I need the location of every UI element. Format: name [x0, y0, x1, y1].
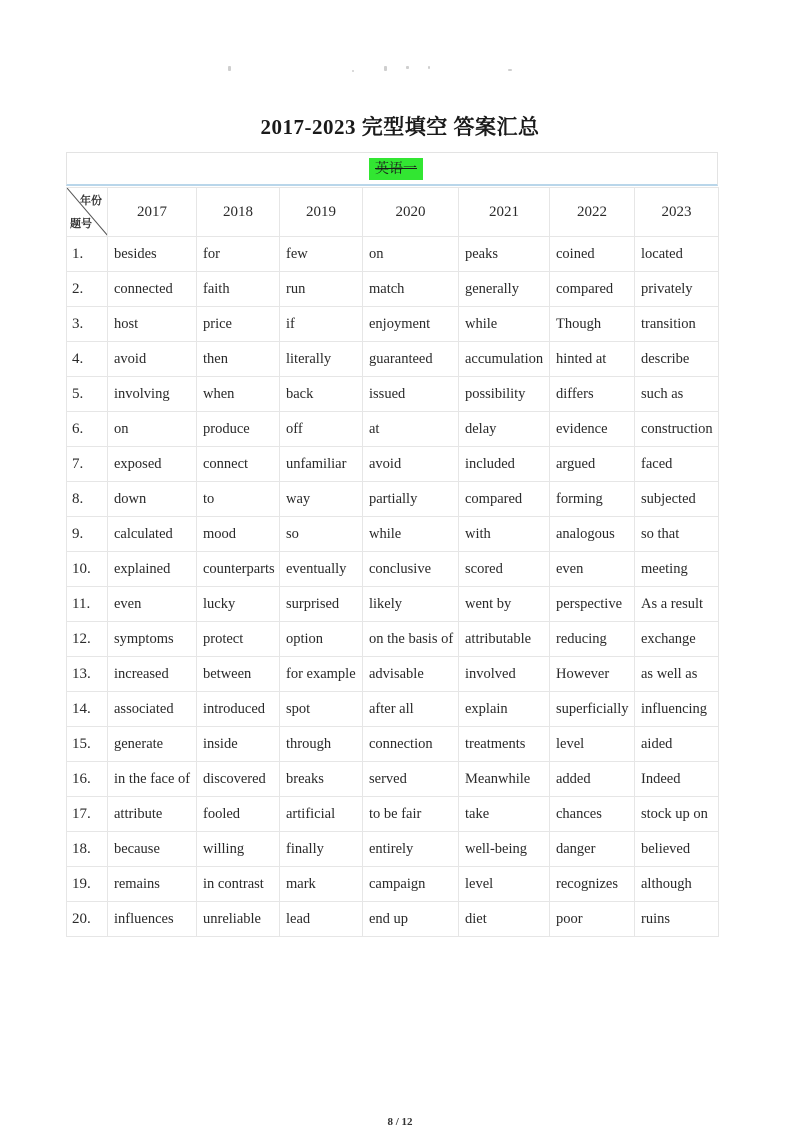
answer-cell: argued: [550, 447, 635, 482]
answer-cell: conclusive: [363, 552, 459, 587]
answer-cell: back: [280, 377, 363, 412]
answer-cell: compared: [459, 482, 550, 517]
answer-cell: as well as: [635, 657, 719, 692]
answer-cell: surprised: [280, 587, 363, 622]
answer-cell: way: [280, 482, 363, 517]
table-row: [67, 727, 719, 762]
answer-cell: lucky: [197, 587, 280, 622]
answer-cell: Though: [550, 307, 635, 342]
answer-table-body: [67, 237, 719, 937]
answer-cell: Indeed: [635, 762, 719, 797]
answer-cell: aided: [635, 727, 719, 762]
answer-cell: through: [280, 727, 363, 762]
answer-cell: attributable: [459, 622, 550, 657]
answer-cell: even: [108, 587, 197, 622]
year-header: 2017: [108, 188, 197, 237]
question-number: 1.: [67, 237, 108, 272]
answer-cell: in the face of: [108, 762, 197, 797]
answer-cell: describe: [635, 342, 719, 377]
question-number: 19.: [67, 867, 108, 902]
answer-cell: although: [635, 867, 719, 902]
answer-cell: privately: [635, 272, 719, 307]
question-number: 8.: [67, 482, 108, 517]
answer-cell: on the basis of: [363, 622, 459, 657]
table-row: [67, 377, 719, 412]
table-row: [67, 447, 719, 482]
table-row: [67, 482, 719, 517]
answer-cell: even: [550, 552, 635, 587]
question-number: 13.: [67, 657, 108, 692]
table-row: [67, 692, 719, 727]
answer-cell: associated: [108, 692, 197, 727]
answer-cell: willing: [197, 832, 280, 867]
answer-cell: protect: [197, 622, 280, 657]
answer-cell: on: [108, 412, 197, 447]
subject-label: 英语一: [369, 158, 423, 180]
question-number: 6.: [67, 412, 108, 447]
answer-cell: mark: [280, 867, 363, 902]
answer-cell: connect: [197, 447, 280, 482]
answer-cell: ruins: [635, 902, 719, 937]
table-row: [67, 762, 719, 797]
year-header: 2021: [459, 188, 550, 237]
answer-cell: run: [280, 272, 363, 307]
answer-cell: with: [459, 517, 550, 552]
answer-cell: entirely: [363, 832, 459, 867]
question-number: 4.: [67, 342, 108, 377]
answer-cell: attribute: [108, 797, 197, 832]
question-number: 7.: [67, 447, 108, 482]
table-row: [67, 552, 719, 587]
answer-cell: artificial: [280, 797, 363, 832]
answer-cell: evidence: [550, 412, 635, 447]
answer-cell: inside: [197, 727, 280, 762]
answer-cell: coined: [550, 237, 635, 272]
question-number: 3.: [67, 307, 108, 342]
table-row: [67, 622, 719, 657]
answer-cell: delay: [459, 412, 550, 447]
answer-cell: guaranteed: [363, 342, 459, 377]
question-number: 15.: [67, 727, 108, 762]
table-row: [67, 797, 719, 832]
answer-cell: partially: [363, 482, 459, 517]
answer-cell: faith: [197, 272, 280, 307]
answer-cell: lead: [280, 902, 363, 937]
answer-cell: compared: [550, 272, 635, 307]
answer-cell: take: [459, 797, 550, 832]
table-row: [67, 587, 719, 622]
answer-cell: because: [108, 832, 197, 867]
answer-cell: added: [550, 762, 635, 797]
question-number: 18.: [67, 832, 108, 867]
answer-cell: connection: [363, 727, 459, 762]
table-row: [67, 272, 719, 307]
answer-cell: well-being: [459, 832, 550, 867]
page-number: 8 / 12: [387, 1116, 413, 1128]
answer-cell: Meanwhile: [459, 762, 550, 797]
question-number: 16.: [67, 762, 108, 797]
answer-cell: construction: [635, 412, 719, 447]
answer-cell: recognizes: [550, 867, 635, 902]
answer-cell: subjected: [635, 482, 719, 517]
answer-cell: host: [108, 307, 197, 342]
answer-cell: enjoyment: [363, 307, 459, 342]
answer-cell: However: [550, 657, 635, 692]
answer-cell: poor: [550, 902, 635, 937]
answer-cell: connected: [108, 272, 197, 307]
answer-cell: avoid: [108, 342, 197, 377]
question-number: 14.: [67, 692, 108, 727]
answer-cell: located: [635, 237, 719, 272]
answer-cell: hinted at: [550, 342, 635, 377]
header-row: [67, 188, 719, 237]
answer-cell: match: [363, 272, 459, 307]
question-number: 11.: [67, 587, 108, 622]
answer-cell: spot: [280, 692, 363, 727]
answer-cell: literally: [280, 342, 363, 377]
answer-cell: included: [459, 447, 550, 482]
answer-cell: diet: [459, 902, 550, 937]
answer-cell: faced: [635, 447, 719, 482]
answer-cell: involving: [108, 377, 197, 412]
answer-cell: exposed: [108, 447, 197, 482]
answer-cell: finally: [280, 832, 363, 867]
table-row: [67, 867, 719, 902]
answer-cell: then: [197, 342, 280, 377]
answer-cell: generally: [459, 272, 550, 307]
corner-question-label: 题号: [70, 217, 92, 230]
table-row: [67, 342, 719, 377]
answer-cell: chances: [550, 797, 635, 832]
answer-cell: exchange: [635, 622, 719, 657]
page-title: 2017-2023 完型填空 答案汇总: [260, 115, 540, 139]
corner-cell: [67, 188, 108, 237]
answer-cell: level: [550, 727, 635, 762]
answer-cell: mood: [197, 517, 280, 552]
answer-cell: treatments: [459, 727, 550, 762]
answer-cell: likely: [363, 587, 459, 622]
answer-cell: for example: [280, 657, 363, 692]
year-header: 2018: [197, 188, 280, 237]
answer-cell: at: [363, 412, 459, 447]
answer-cell: forming: [550, 482, 635, 517]
answer-cell: explain: [459, 692, 550, 727]
answer-cell: danger: [550, 832, 635, 867]
answer-cell: introduced: [197, 692, 280, 727]
answer-cell: analogous: [550, 517, 635, 552]
table-row: [67, 412, 719, 447]
answer-cell: fooled: [197, 797, 280, 832]
answer-cell: went by: [459, 587, 550, 622]
answer-cell: calculated: [108, 517, 197, 552]
answer-cell: unreliable: [197, 902, 280, 937]
year-header: 2019: [280, 188, 363, 237]
answer-cell: besides: [108, 237, 197, 272]
answer-cell: symptoms: [108, 622, 197, 657]
answer-cell: believed: [635, 832, 719, 867]
subject-header: [66, 152, 718, 186]
answer-cell: scored: [459, 552, 550, 587]
table-row: [67, 307, 719, 342]
table-row: [67, 657, 719, 692]
answer-cell: when: [197, 377, 280, 412]
corner-year-label: 年份: [80, 194, 102, 207]
answer-cell: so: [280, 517, 363, 552]
answer-cell: down: [108, 482, 197, 517]
answer-cell: differs: [550, 377, 635, 412]
answer-cell: on: [363, 237, 459, 272]
answer-cell: eventually: [280, 552, 363, 587]
answer-cell: to: [197, 482, 280, 517]
answer-cell: generate: [108, 727, 197, 762]
answer-cell: breaks: [280, 762, 363, 797]
answer-cell: advisable: [363, 657, 459, 692]
table-row: [67, 902, 719, 937]
answer-cell: reducing: [550, 622, 635, 657]
year-header: 2023: [635, 188, 719, 237]
scan-artifacts: [220, 66, 540, 76]
answer-cell: campaign: [363, 867, 459, 902]
answer-cell: such as: [635, 377, 719, 412]
answer-cell: transition: [635, 307, 719, 342]
table-row: [67, 517, 719, 552]
answer-cell: few: [280, 237, 363, 272]
answer-cell: meeting: [635, 552, 719, 587]
question-number: 2.: [67, 272, 108, 307]
answer-cell: after all: [363, 692, 459, 727]
answer-cell: involved: [459, 657, 550, 692]
answer-cell: level: [459, 867, 550, 902]
answer-cell: counterparts: [197, 552, 280, 587]
answer-cell: end up: [363, 902, 459, 937]
answer-cell: influences: [108, 902, 197, 937]
question-number: 17.: [67, 797, 108, 832]
answer-cell: in contrast: [197, 867, 280, 902]
year-header: 2022: [550, 188, 635, 237]
question-number: 12.: [67, 622, 108, 657]
answer-cell: if: [280, 307, 363, 342]
answer-cell: superficially: [550, 692, 635, 727]
question-number: 5.: [67, 377, 108, 412]
question-number: 20.: [67, 902, 108, 937]
answer-cell: peaks: [459, 237, 550, 272]
answer-cell: price: [197, 307, 280, 342]
question-number: 10.: [67, 552, 108, 587]
answer-cell: influencing: [635, 692, 719, 727]
answer-cell: increased: [108, 657, 197, 692]
year-header: 2020: [363, 188, 459, 237]
answer-cell: between: [197, 657, 280, 692]
answer-cell: option: [280, 622, 363, 657]
answer-cell: As a result: [635, 587, 719, 622]
answer-cell: to be fair: [363, 797, 459, 832]
answer-cell: discovered: [197, 762, 280, 797]
answer-table: [66, 187, 719, 937]
answer-cell: accumulation: [459, 342, 550, 377]
answer-cell: perspective: [550, 587, 635, 622]
answer-cell: possibility: [459, 377, 550, 412]
table-row: [67, 832, 719, 867]
answer-cell: avoid: [363, 447, 459, 482]
question-number: 9.: [67, 517, 108, 552]
answer-cell: unfamiliar: [280, 447, 363, 482]
answer-cell: stock up on: [635, 797, 719, 832]
answer-cell: remains: [108, 867, 197, 902]
answer-cell: issued: [363, 377, 459, 412]
table-row: [67, 237, 719, 272]
answer-cell: so that: [635, 517, 719, 552]
answer-cell: for: [197, 237, 280, 272]
answer-cell: off: [280, 412, 363, 447]
answer-cell: served: [363, 762, 459, 797]
answer-cell: explained: [108, 552, 197, 587]
answer-cell: while: [459, 307, 550, 342]
answer-cell: produce: [197, 412, 280, 447]
answer-cell: while: [363, 517, 459, 552]
